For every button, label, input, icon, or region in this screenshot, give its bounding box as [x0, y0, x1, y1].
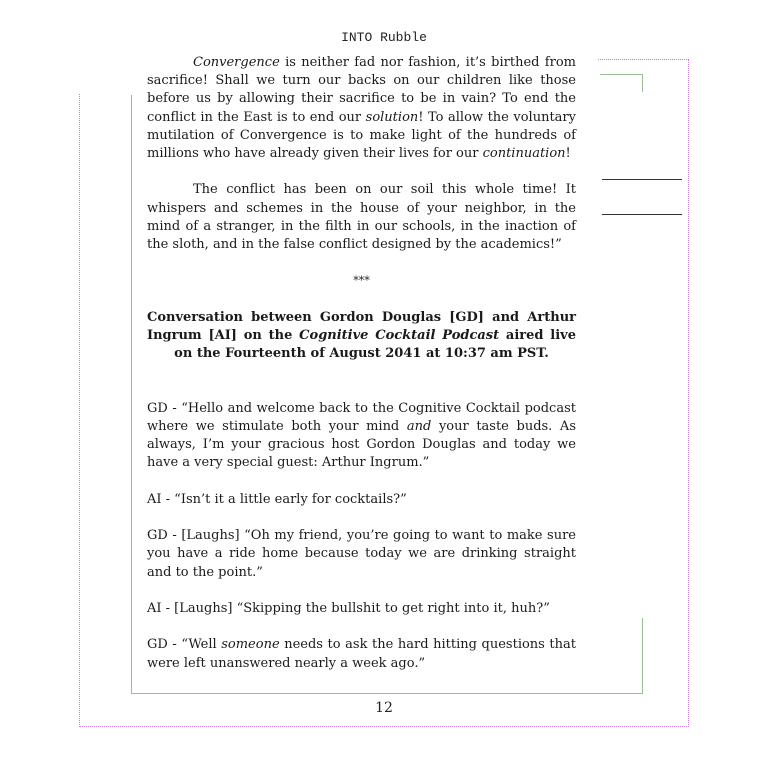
running-header: INTO Rubble	[341, 30, 427, 45]
emphasis-and: and	[406, 419, 432, 434]
text-run: your taste buds. As always, I’m your gracious host Gordon Douglas and today we have a very special guest: Arthur Ingrum.”	[147, 419, 576, 471]
text-run: GD - “Hello and welcome back to the Cognitive Cocktail podcast where we stimulate both your mind	[147, 400, 576, 434]
dialogue-ai-1: AI - “Isn’t it a little early for cocktails?”	[147, 491, 407, 507]
text-run: GD - “Well	[147, 637, 222, 653]
emphasis-continuation: continuation	[482, 146, 566, 162]
spacer	[147, 254, 576, 272]
page-number: 12	[375, 700, 393, 716]
emphasis-someone: someone	[221, 637, 280, 653]
paragraph-convergence	[147, 54, 576, 163]
spacer	[147, 618, 576, 636]
spacer	[147, 509, 576, 527]
emphasis-convergence: Convergence	[193, 55, 280, 70]
conversation-heading	[147, 309, 576, 364]
spacer	[147, 363, 576, 399]
section-separator: ***	[353, 274, 370, 288]
text-run: !	[565, 146, 571, 162]
page-body	[147, 54, 576, 673]
dialogue-gd-3	[147, 636, 576, 672]
frame-gap-right	[636, 92, 646, 618]
text-run: needs to ask the hard hitting questions that were left unanswered nearly a week ago.”	[147, 637, 576, 671]
text-run: aired live on the Fourteenth of August 2041 at 10:37 am PST.	[174, 328, 576, 362]
dialogue-gd-1	[147, 400, 576, 473]
podcast-title: Cognitive Cocktail Podcast	[299, 328, 500, 343]
dialogue-gd-2: GD - [Laughs] “Oh my friend, you’re going to want to make sure you have a ride home because today we are drinking straight and to the point.”	[147, 528, 576, 580]
emphasis-solution: solution	[365, 109, 419, 125]
paragraph-conflict: The conflict has been on our soil this whole time! It whispers and schemes in the house of your neighbor, in the mind of a stranger, in the filth in our schools, in the inaction of the sloth, and in the false conflict designed by the academics!”	[147, 182, 576, 253]
spacer	[147, 473, 576, 491]
text-run: ! To allow the voluntary mutilation of Convergence is to make light of the hundreds of millions who have already given their lives for our	[147, 109, 576, 162]
spacer	[147, 163, 576, 181]
dialogue-ai-2: AI - [Laughs] “Skipping the bullshit to get right into it, huh?”	[147, 600, 550, 616]
text-run: Conversation between Gordon Douglas [GD] and Arthur Ingrum [AI] on the	[147, 309, 576, 343]
spacer	[147, 582, 576, 600]
text-run: is neither fad nor fashion, it’s birthed from sacrifice! Shall we turn our backs on our children like those before us by allowing their sacrifice to be in vain? To end the conflict in the East is to end our	[147, 55, 576, 125]
margin-rule-1	[602, 179, 682, 180]
margin-rule-2	[602, 214, 682, 215]
spacer	[147, 291, 576, 309]
